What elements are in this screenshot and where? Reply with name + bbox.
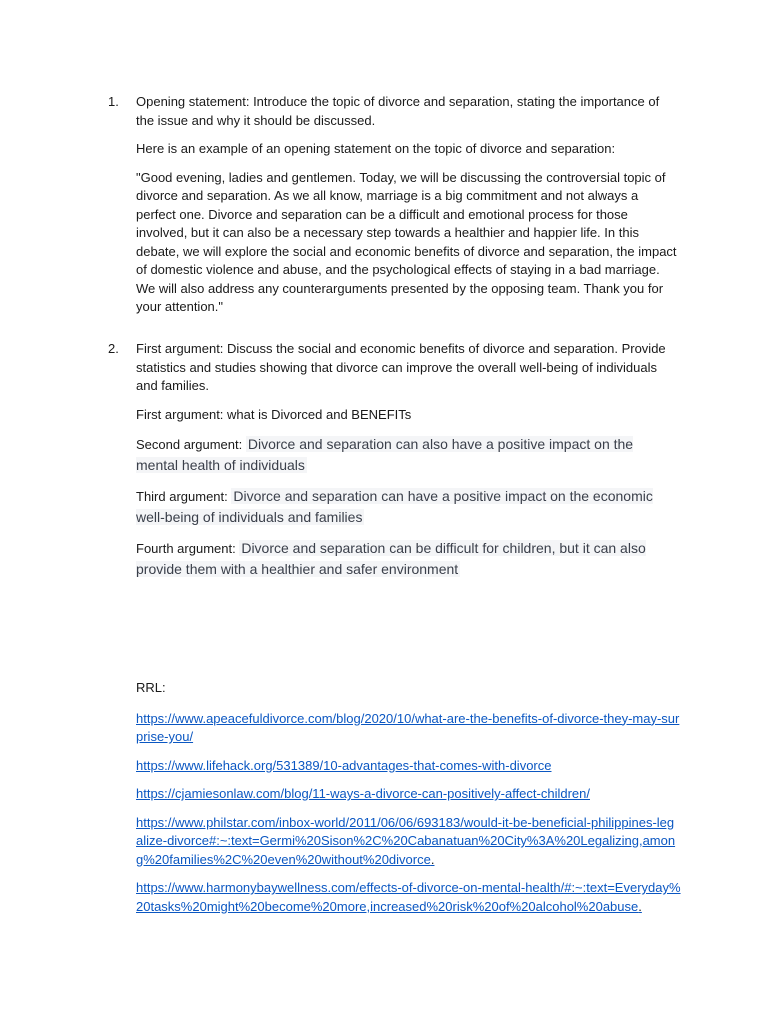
opening-heading: Opening statement: Introduce the topic of divorce and separation, stating the importance of the issue and why it should be discussed. <box>136 94 660 128</box>
third-argument-text: Divorce and separation can have a positive impact on the economic well-being of individuals and families <box>136 488 653 525</box>
list-number: 2. <box>108 341 119 356</box>
rrl-link[interactable]: https://www.harmonybaywellness.com/effects-of-divorce-on-mental-health/#:~:text=Everyday%20tasks%20might%20become%20more,increased%20risk%20of%20alcohol%20abuse. <box>136 880 681 914</box>
rrl-title: RRL: <box>136 680 166 695</box>
fourth-argument-text: Divorce and separation can be difficult for children, but it can also provide them with a healthier and safer environment <box>136 540 646 577</box>
rrl-link[interactable]: https://www.apeacefuldivorce.com/blog/2020/10/what-are-the-benefits-of-divorce-they-may-surprise-you/ <box>136 710 680 744</box>
rrl-section <box>136 679 681 926</box>
opening-intro: Here is an example of an opening statement on the topic of divorce and separation: <box>136 141 616 156</box>
third-argument-label: Third argument: <box>136 489 232 504</box>
fourth-argument-label: Fourth argument: <box>136 541 240 556</box>
second-argument-label: Second argument: <box>136 437 246 452</box>
opening-quote: "Good evening, ladies and gentlemen. Today, we will be discussing the controversial topic of divorce and separation. As we all know, marriage is a big commitment and not always a perfect one. Divorce and separation can be a difficult and emotional process for those involved, but it can also be a necessary step towards a healthier and happier life. In this debate, we will explore the social and economic benefits of divorce and separation, the impact of domestic violence and abuse, and the psychological effects of staying in a bad marriage. We will also address any counterarguments presented by the opposing team. Thank you for your attention." <box>136 169 677 314</box>
list-number: 1. <box>108 94 119 109</box>
list-item-first-argument <box>108 340 678 590</box>
link-period: . <box>430 851 435 867</box>
fourth-argument <box>136 538 678 580</box>
first-argument-line: First argument: what is Divorced and BENEFITs <box>136 406 412 422</box>
third-argument <box>136 486 678 528</box>
second-argument-text: Divorce and separation can also have a positive impact on the mental health of individuals <box>136 436 634 473</box>
argument-heading: First argument: Discuss the social and economic benefits of divorce and separation. Provide statistics and studies showing that divorce can improve the overall well-being of individuals and families. <box>136 341 666 393</box>
rrl-link[interactable]: https://cjamiesonlaw.com/blog/11-ways-a-divorce-can-positively-affect-children/ <box>136 786 590 801</box>
second-argument <box>136 434 678 476</box>
rrl-link[interactable]: https://www.lifehack.org/531389/10-advantages-that-comes-with-divorce <box>136 757 552 773</box>
rrl-link[interactable]: https://www.philstar.com/inbox-world/2011/06/06/693183/would-it-be-beneficial-philippines-legalize-divorce#:~:text=Germi%20Sison%2C%20Cabanatuan%20City%3A%20Legalizing,among%20families%2C%20even%20without%20divorce. <box>136 814 676 867</box>
list-item-opening-statement <box>108 93 678 327</box>
link-period: . <box>638 898 642 914</box>
